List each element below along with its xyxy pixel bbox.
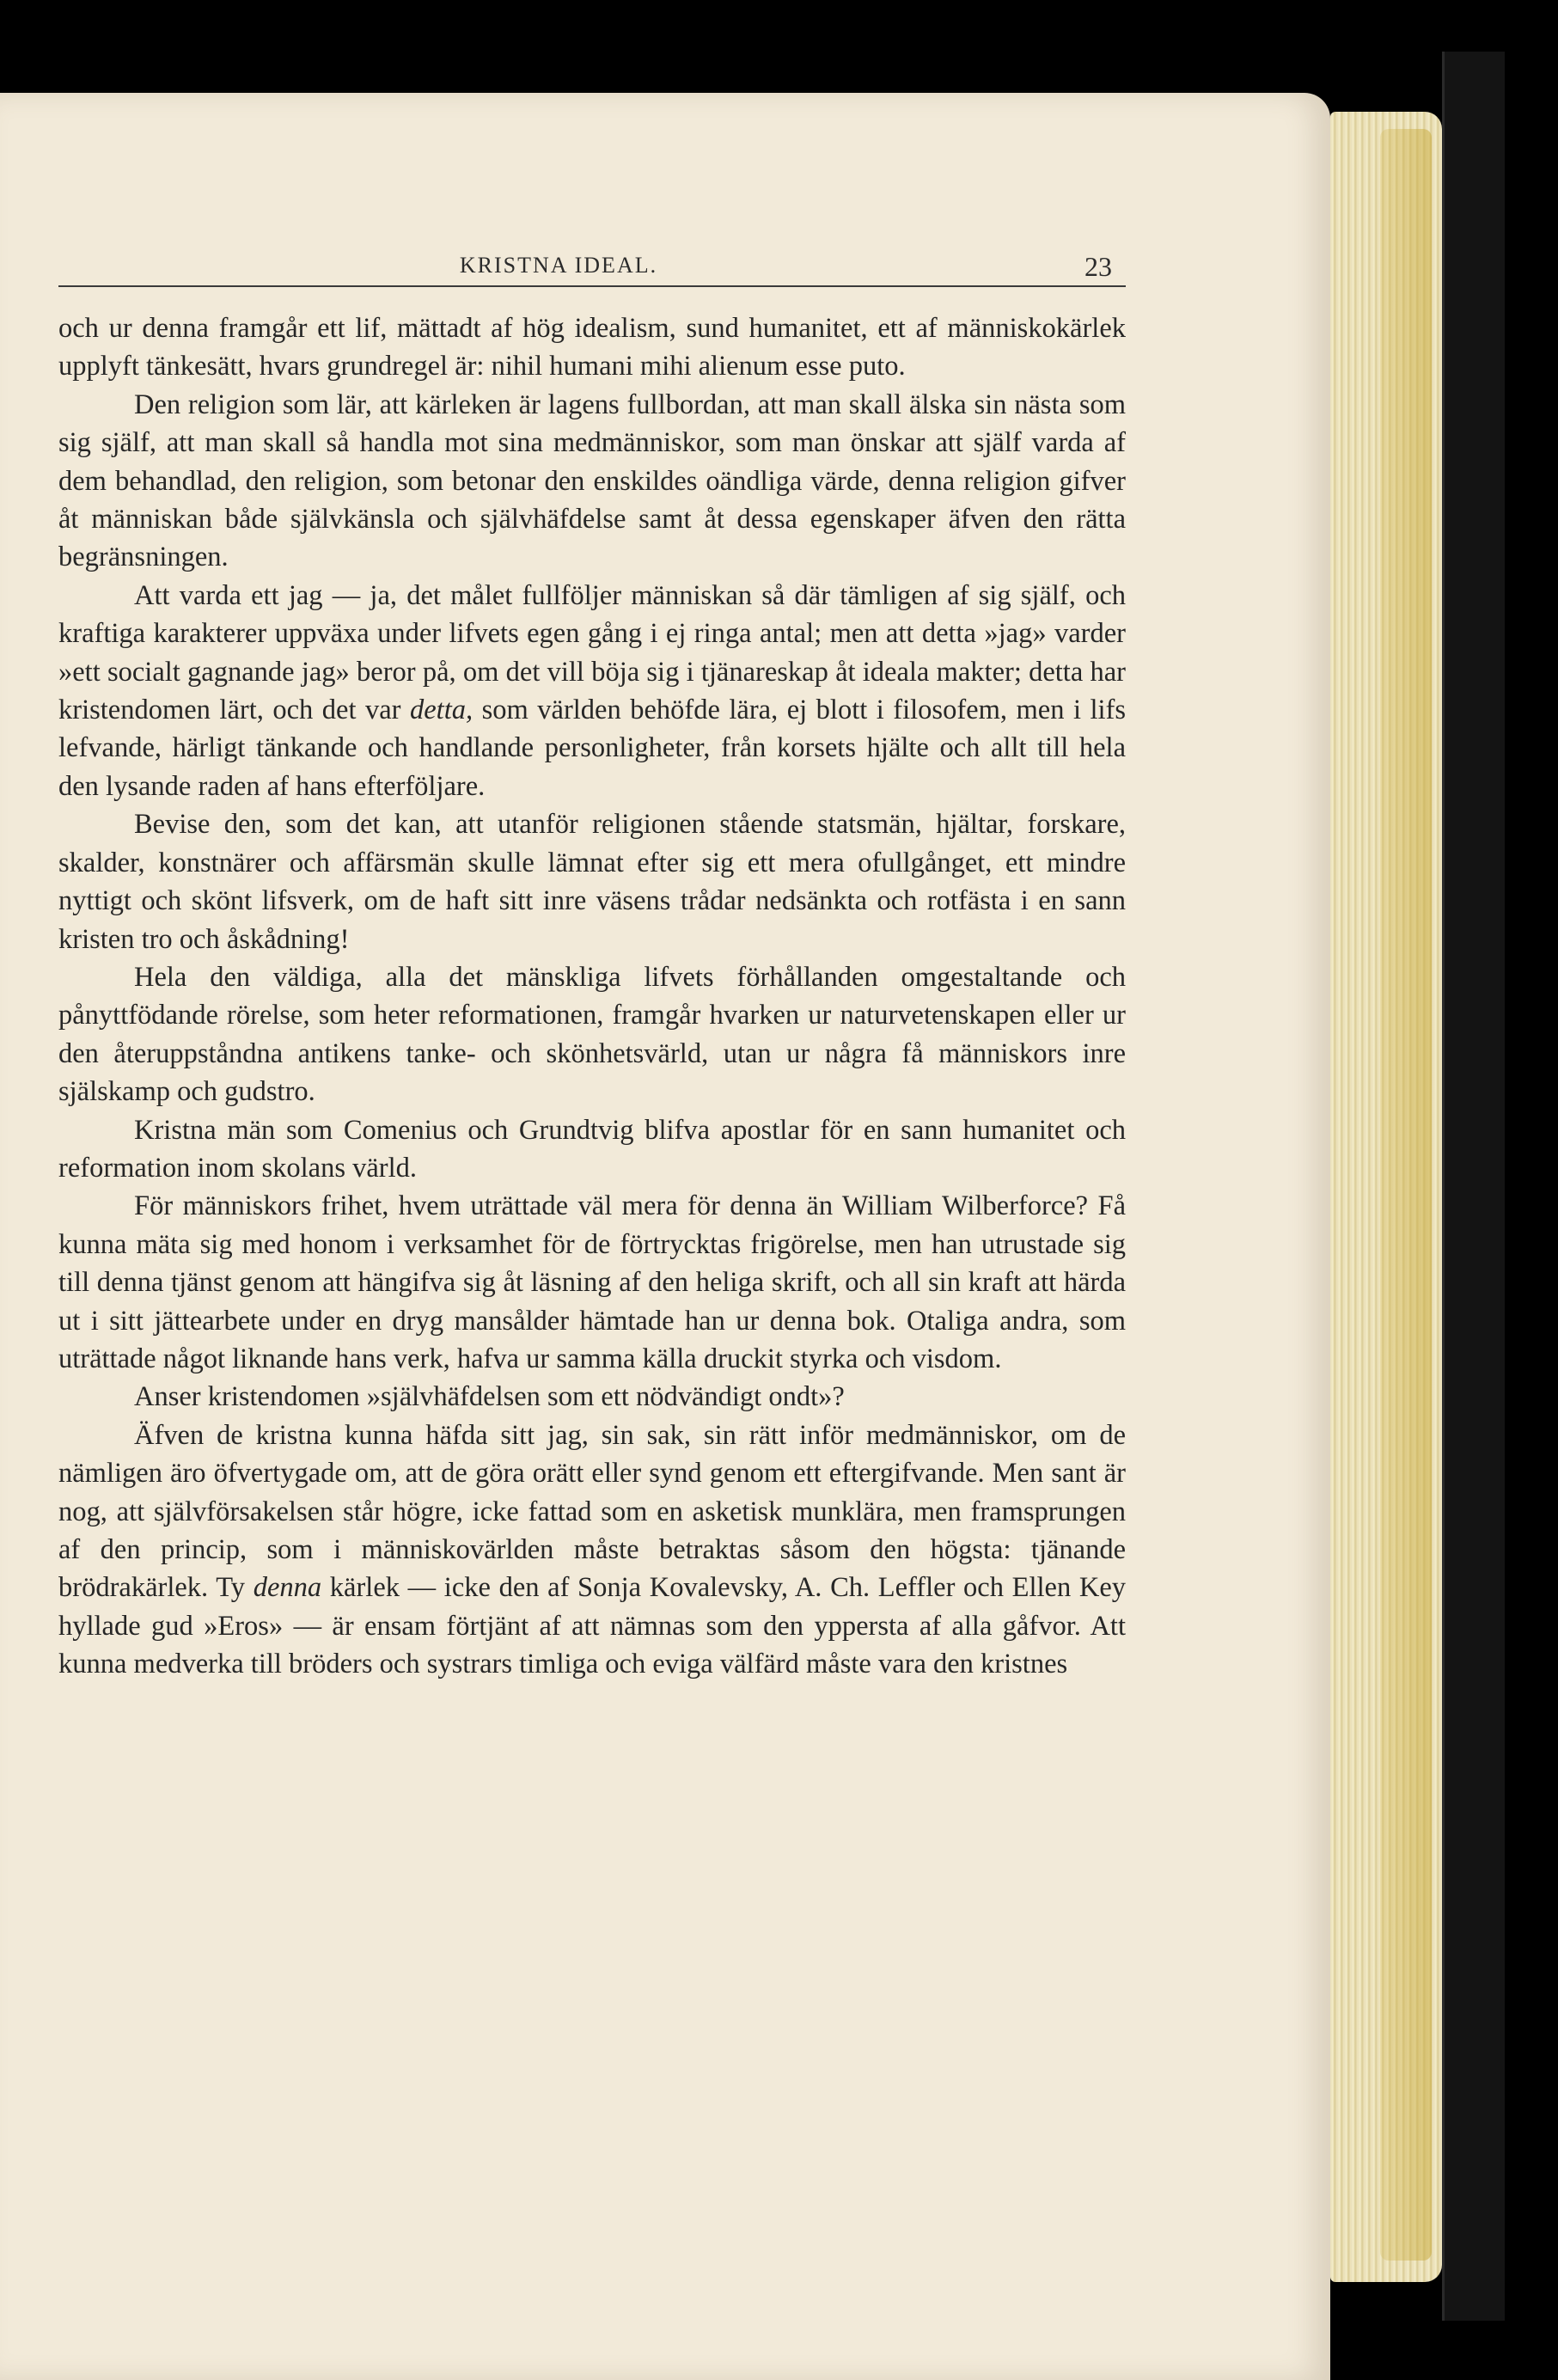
paragraph xyxy=(58,1111,1126,1188)
running-head xyxy=(0,251,1330,289)
paragraph-text: Den religion som lär, att kärleken är lagens fullbordan, att man skall älska sin nästa som sig själf, att man skall så handla mot sina medmänniskor, som man önskar att själf varda af dem behandlad, den religion, som betonar den enskildes oändliga värde, denna religion gifver åt människan både självkänsla och självhäfdelse samt åt dessa egenskaper äfven den rätta begränsningen. xyxy=(58,389,1126,573)
paragraph-text: Bevise den, som det kan, att utanför religionen stående statsmän, hjältar, forskare, skalder, konstnärer och affärsmän skulle lämnat efter sig ett mera ofullgånget, ett mindre nyttigt och skönt lifsverk, om de haft sitt inre väsens trådar nedsänkta och rotfästa i en sann kristen tro och åskådning! xyxy=(58,809,1126,955)
paragraph xyxy=(58,1416,1126,1684)
paragraph xyxy=(58,1378,1126,1416)
paragraph-text: Äfven de kristna kunna häfda sitt jag, sin sak, sin rätt inför medmänniskor, om de nämligen äro öfvertygade om, att de göra orätt eller synd genom ett eftergifvande. Men sant är nog, att självförsakelsen står högre, icke fattad som en asketisk munklära, men framsprungen af den princip, som i människovärlden måste betraktas såsom den högsta: tjänande brödrakärlek. Ty xyxy=(58,1419,1126,1604)
paragraph-text: och ur denna framgår ett lif, mättadt af hög idealism, sund humanitet, ett af människokärlek upplyft tänkesätt, hvars grundregel är: nihil humani mihi alienum esse puto. xyxy=(58,313,1126,382)
body-text xyxy=(58,309,1126,1684)
paragraph xyxy=(58,805,1126,958)
paragraph xyxy=(58,309,1126,386)
paragraph xyxy=(58,1187,1126,1378)
italic-text: denna xyxy=(253,1572,322,1604)
running-head-title: KRISTNA IDEAL. xyxy=(459,253,658,278)
paragraph-text: Anser kristendomen »självhäfdelsen som ett nödvändigt ondt»? xyxy=(134,1381,845,1413)
paragraph xyxy=(58,958,1126,1111)
page-number: 23 xyxy=(1084,251,1112,282)
header-rule xyxy=(58,285,1126,287)
italic-text: detta, xyxy=(409,694,474,726)
book-cover-edge xyxy=(1442,52,1505,2321)
paragraph xyxy=(58,386,1126,577)
paragraph-text: kärlek — icke den af Sonja Kovalevsky, A. Ch. Leffler och Ellen Key hyllade gud »Eros» — är ensam förtjänt af att nämnas som den yppersta af alla gåfvor. Att kunna medverka till bröders och systrars timliga och eviga välfärd måste vara den kristnes xyxy=(58,1572,1126,1680)
paragraph-text: Kristna män som Comenius och Grundtvig blifva apostlar för en sann humanitet och reformation inom skolans värld. xyxy=(58,1114,1126,1184)
paragraph-text: Att varda ett jag — ja, det målet fullföljer människan så där tämligen af sig själf, och kraftiga karakterer uppväxa under lifvets egen gång i ej ringa antal; men att detta »jag» varder »ett socialt gagnande jag» beror på, om det vill böja sig i tjänareskap åt ideala makter; detta har kristendomen lärt, och det var xyxy=(58,579,1126,726)
paragraph xyxy=(58,577,1126,805)
paragraph-text: För människors frihet, hvem uträttade väl mera för denna än William Wilberforce? Få kunna mäta sig med honom i verksamhet för de förtrycktas frigörelse, men han utrustade sig till denna tjänst genom att hängifva sig åt läsning af den heliga skrift, och all sin kraft att härda ut i sitt jättearbete under en dryg mansålder hämtade han ur denna bok. Otaliga andra, som uträttade något liknande hans verk, hafva ur samma källa druckit styrka och visdom. xyxy=(58,1190,1126,1374)
page-edges xyxy=(1330,112,1442,2282)
paragraph-text: Hela den väldiga, alla det mänskliga lifvets förhållanden omgestaltande och pånyttfödande rörelse, som heter reformationen, framgår hvarken ur naturvetenskapen eller ur den återuppståndna antikens tanke- och skönhetsvärld, utan ur några få människors inre själskamp och gudstro. xyxy=(58,961,1126,1108)
paragraph-text: som världen behöfde lära, ej blott i filosofem, men i lifs lefvande, härligt tänkande och handlande personligheter, från korsets hjälte och allt till hela den lysande raden af hans efterföljare. xyxy=(58,694,1127,802)
